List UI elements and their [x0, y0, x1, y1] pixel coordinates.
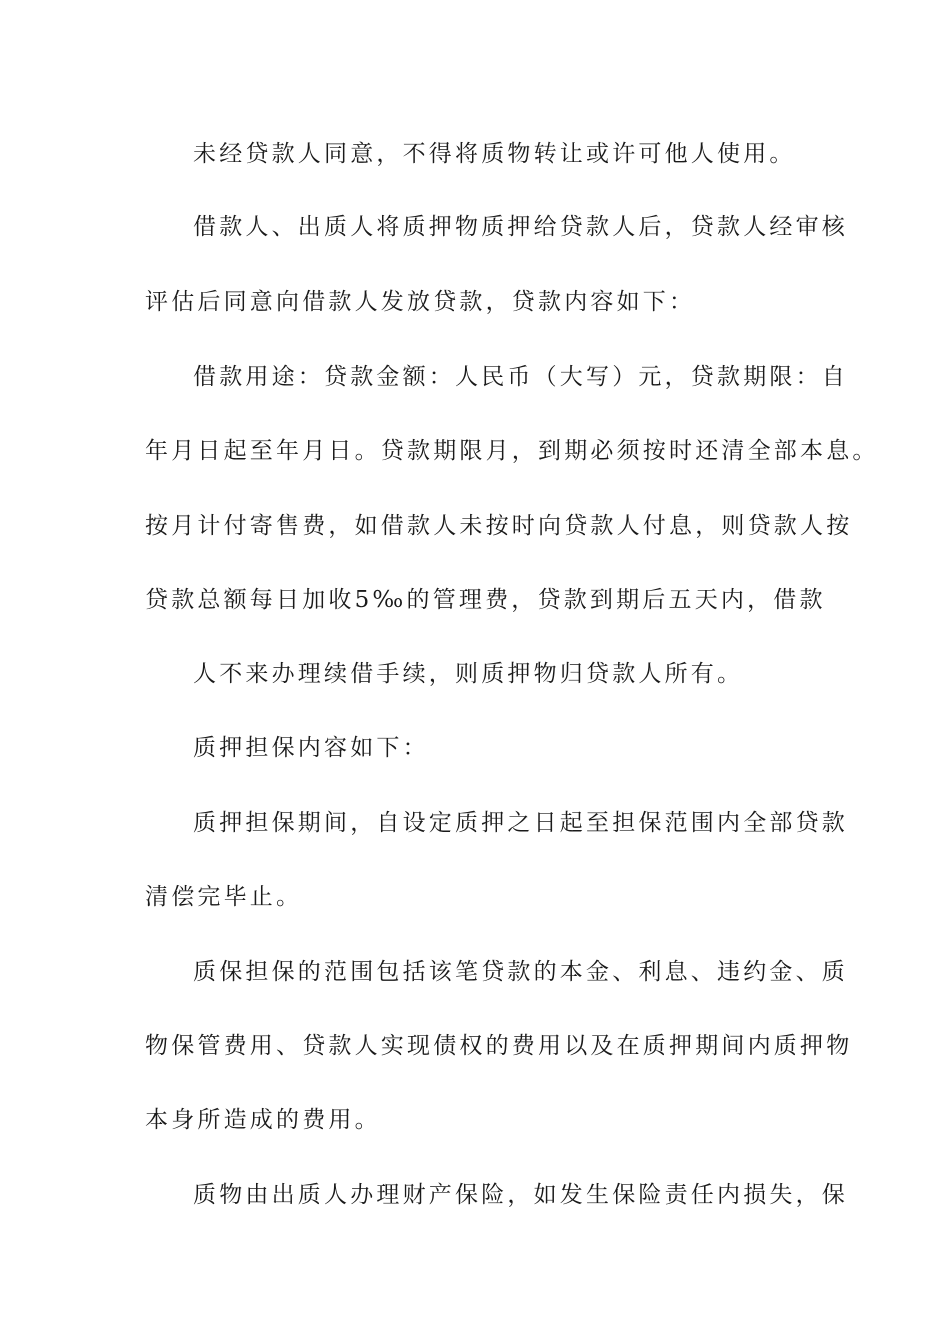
text-line-11: 清偿完毕止。	[145, 884, 303, 910]
text-line-9: 质押担保内容如下：	[193, 735, 429, 761]
text-line-2: 借款人、出质人将质押物质押给贷款人后，贷款人经审核	[193, 214, 848, 240]
text-line-5: 年月日起至年月日。贷款期限月，到期必须按时还清全部本息。	[145, 438, 879, 464]
text-line-3: 评估后同意向借款人发放贷款，贷款内容如下：	[145, 289, 696, 315]
text-line-10: 质押担保期间，自设定质押之日起至担保范围内全部贷款	[193, 810, 848, 836]
text-line-12: 质保担保的范围包括该笔贷款的本金、利息、违约金、质	[193, 959, 848, 985]
text-line-1: 未经贷款人同意，不得将质物转让或许可他人使用。	[193, 141, 796, 167]
text-line-14: 本身所造成的费用。	[145, 1107, 381, 1133]
text-line-6: 按月计付寄售费，如借款人未按时向贷款人付息，则贷款人按	[145, 513, 853, 539]
text-line-8: 人不来办理续借手续，则质押物归贷款人所有。	[193, 661, 744, 687]
text-line-4: 借款用途：贷款金额：人民币（大写）元，贷款期限：自	[193, 364, 848, 390]
text-line-13: 物保管费用、贷款人实现债权的费用以及在质押期间内质押物	[145, 1033, 853, 1059]
text-line-7: 贷款总额每日加收5‰的管理费，贷款到期后五天内，借款	[145, 587, 826, 613]
text-line-15: 质物由出质人办理财产保险，如发生保险责任内损失，保	[193, 1182, 848, 1208]
